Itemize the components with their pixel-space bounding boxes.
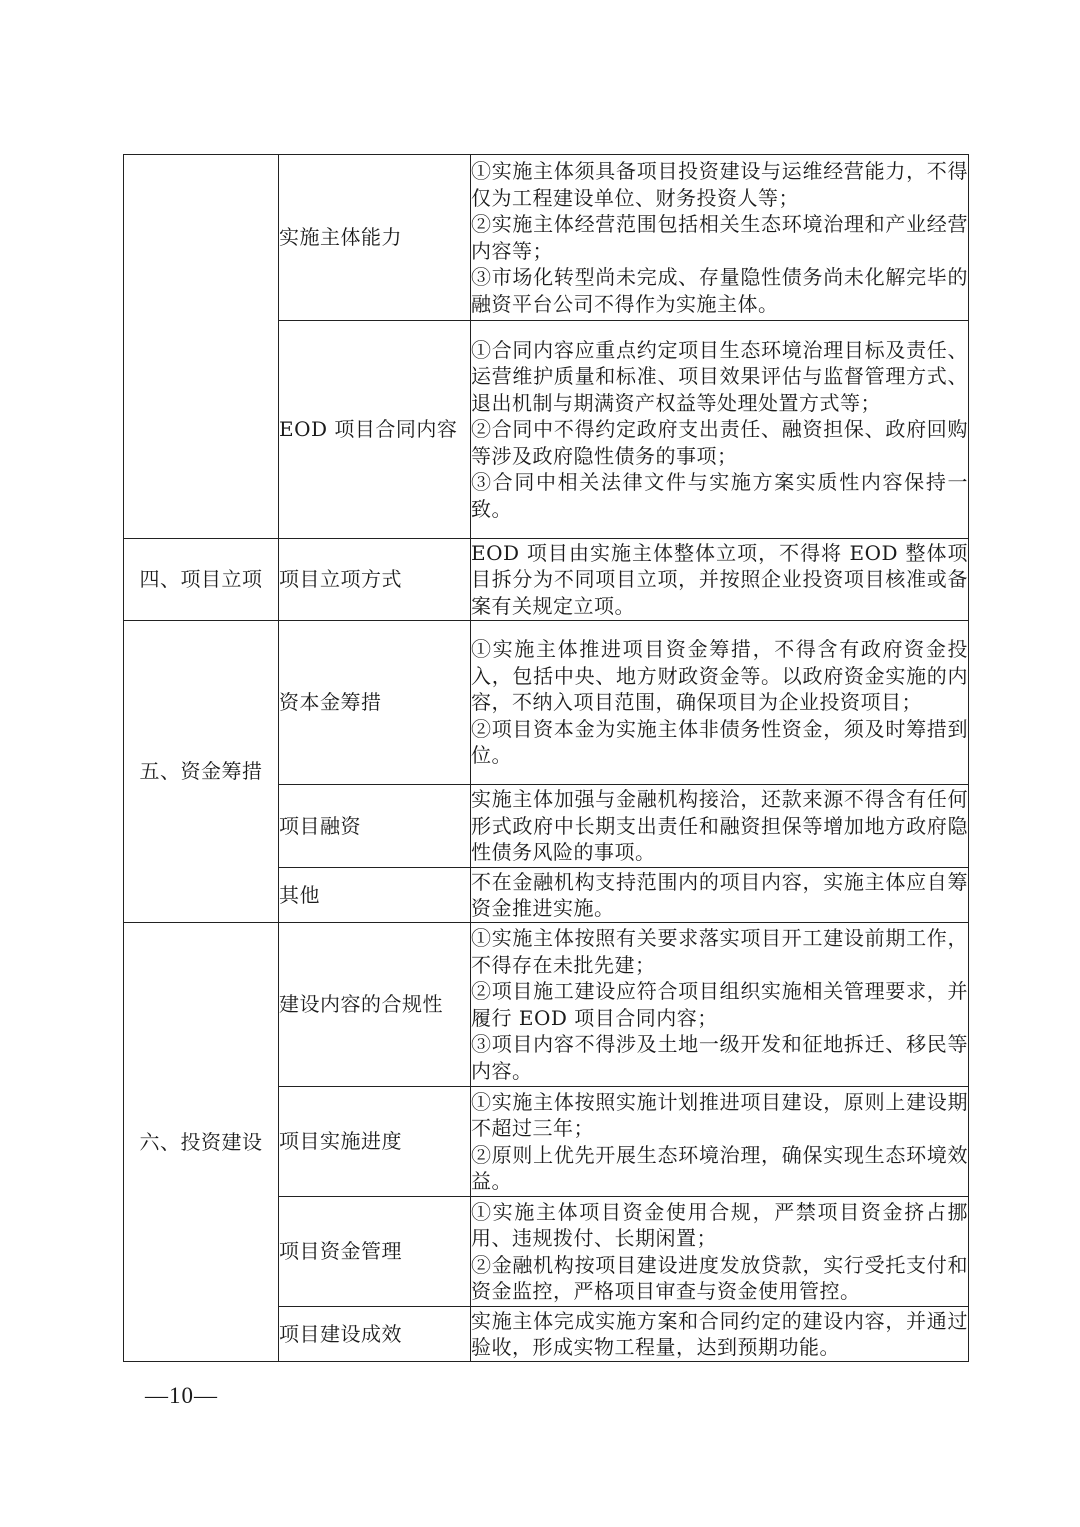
subitem-cell: EOD 项目合同内容	[279, 321, 471, 539]
content-item: ②原则上优先开展生态环境治理，确保实现生态环境效益。	[471, 1142, 968, 1193]
content-cell	[471, 1307, 969, 1362]
content-item: 实施主体完成实施方案和合同约定的建设内容，并通过验收，形成实物工程量，达到预期功能。	[471, 1308, 968, 1359]
content-cell	[471, 621, 969, 785]
content-cell	[471, 923, 969, 1087]
table-row	[124, 539, 969, 621]
category-cell	[124, 155, 279, 539]
content-item: ①合同内容应重点约定项目生态环境治理目标及责任、运营维护质量和标准、项目效果评估与监督管理方式、退出机制与期满资产权益等处理处置方式等；	[471, 337, 968, 415]
category-cell: 四、项目立项	[124, 539, 279, 621]
content-item: ①实施主体须具备项目投资建设与运维经营能力，不得仅为工程建设单位、财务投资人等；	[471, 159, 968, 210]
content-cell	[471, 539, 969, 621]
content-item: ②合同中不得约定政府支出责任、融资担保、政府回购等涉及政府隐性债务的事项；	[471, 417, 968, 468]
subitem-cell: 其他	[279, 868, 471, 923]
content-item: EOD 项目由实施主体整体立项，不得将 EOD 整体项目拆分为不同项目立项，并按照企业投资项目核准或备案有关规定立项。	[471, 540, 968, 618]
content-item: ②项目施工建设应符合项目组织实施相关管理要求，并履行 EOD 项目合同内容；	[471, 979, 968, 1030]
category-cell: 五、资金筹措	[124, 621, 279, 923]
subitem-cell: 建设内容的合规性	[279, 923, 471, 1087]
requirements-table	[123, 154, 969, 1362]
subitem-cell: 项目建设成效	[279, 1307, 471, 1362]
category-cell: 六、投资建设	[124, 923, 279, 1362]
table-row	[124, 155, 969, 321]
content-item: ②实施主体经营范围包括相关生态环境治理和产业经营内容等；	[471, 212, 968, 263]
page-number: —10—	[145, 1383, 218, 1408]
subitem-cell: 项目立项方式	[279, 539, 471, 621]
content-item: ③市场化转型尚未完成、存量隐性债务尚未化解完毕的融资平台公司不得作为实施主体。	[471, 265, 968, 316]
content-item: ②金融机构按项目建设进度发放贷款，实行受托支付和资金监控，严格项目审查与资金使用管控。	[471, 1252, 968, 1303]
content-cell	[471, 155, 969, 321]
content-cell	[471, 1197, 969, 1307]
subitem-cell: 实施主体能力	[279, 155, 471, 321]
content-item: ③项目内容不得涉及土地一级开发和征地拆迁、移民等内容。	[471, 1032, 968, 1083]
content-item: ①实施主体按照实施计划推进项目建设，原则上建设期不超过三年；	[471, 1089, 968, 1140]
content-item: ①实施主体按照有关要求落实项目开工建设前期工作，不得存在未批先建；	[471, 926, 968, 977]
content-item: ③合同中相关法律文件与实施方案实质性内容保持一致。	[471, 470, 968, 521]
subitem-cell: 项目实施进度	[279, 1087, 471, 1197]
table-row	[124, 923, 969, 1087]
content-cell	[471, 785, 969, 868]
content-item: ①实施主体项目资金使用合规，严禁项目资金挤占挪用、违规拨付、长期闲置；	[471, 1199, 968, 1250]
subitem-cell: 资本金筹措	[279, 621, 471, 785]
content-cell	[471, 1087, 969, 1197]
table-row	[124, 621, 969, 785]
content-cell	[471, 321, 969, 539]
content-item: ②项目资本金为实施主体非债务性资金，须及时筹措到位。	[471, 716, 968, 768]
content-cell	[471, 868, 969, 923]
subitem-cell: 项目资金管理	[279, 1197, 471, 1307]
content-item: 实施主体加强与金融机构接洽，还款来源不得含有任何形式政府中长期支出责任和融资担保等增加地方政府隐性债务风险的事项。	[471, 787, 968, 865]
content-item: 不在金融机构支持范围内的项目内容，实施主体应自筹资金推进实施。	[471, 869, 968, 920]
content-item: ①实施主体推进项目资金筹措，不得含有政府资金投入，包括中央、地方财政资金等。以政府资金实施的内容，不纳入项目范围，确保项目为企业投资项目；	[471, 637, 968, 715]
subitem-cell: 项目融资	[279, 785, 471, 868]
